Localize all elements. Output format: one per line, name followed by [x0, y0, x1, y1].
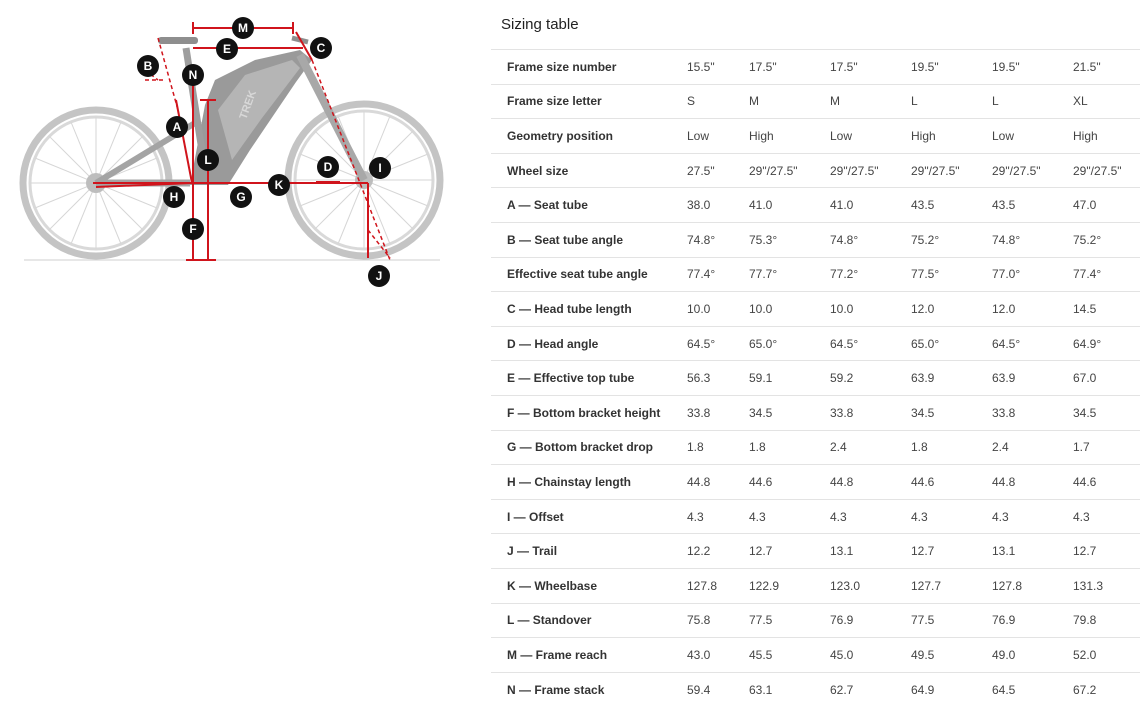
row-label: H — Chainstay length	[507, 474, 632, 489]
table-cell: 52.0	[1073, 647, 1097, 662]
table-row	[491, 465, 1140, 500]
table-cell: 75.2°	[1073, 232, 1102, 247]
table-cell: 59.2	[830, 371, 854, 386]
table-cell: 75.2°	[911, 232, 940, 247]
table-cell: 44.8	[992, 474, 1016, 489]
svg-text:I: I	[378, 161, 382, 175]
marker-n	[182, 64, 204, 86]
row-label: K — Wheelbase	[507, 578, 598, 593]
table-cell: 77.7°	[749, 267, 778, 282]
table-cell: L	[911, 94, 918, 109]
row-label: I — Offset	[507, 509, 564, 524]
row-label: G — Bottom bracket drop	[507, 440, 654, 455]
marker-c	[310, 37, 332, 59]
table-cell: 14.5	[1073, 301, 1097, 316]
table-cell: 77.5	[749, 613, 773, 628]
row-label: E — Effective top tube	[507, 371, 635, 386]
table-cell: 63.1	[749, 682, 773, 697]
row-label: D — Head angle	[507, 336, 599, 351]
table-cell: XL	[1073, 94, 1088, 109]
table-cell: 76.9	[992, 613, 1016, 628]
table-row	[491, 119, 1140, 154]
table-cell: 4.3	[992, 509, 1009, 524]
sizing-table-title: Sizing table	[501, 16, 579, 33]
marker-j	[368, 265, 390, 287]
table-cell: 44.6	[749, 474, 773, 489]
table-row	[491, 50, 1140, 85]
svg-text:F: F	[189, 222, 197, 236]
table-row	[491, 84, 1140, 119]
svg-text:N: N	[188, 68, 198, 82]
table-cell: 49.0	[992, 647, 1016, 662]
table-cell: 74.8°	[992, 232, 1021, 247]
table-cell: M	[749, 94, 759, 109]
table-row	[491, 188, 1140, 223]
table-row	[491, 430, 1140, 465]
table-cell: 10.0	[830, 301, 854, 316]
marker-b	[137, 55, 159, 77]
marker-g	[230, 186, 252, 208]
table-cell: 43.5	[911, 198, 935, 213]
row-label: Frame size number	[507, 59, 617, 74]
table-cell: 4.3	[911, 509, 928, 524]
table-cell: 4.3	[1073, 509, 1090, 524]
row-label: M — Frame reach	[507, 647, 608, 662]
table-cell: 17.5"	[749, 59, 777, 74]
table-cell: 64.5°	[992, 336, 1021, 351]
table-cell: 27.5"	[687, 163, 715, 178]
table-cell: 17.5"	[830, 59, 858, 74]
row-label: Geometry position	[507, 128, 614, 143]
table-row	[491, 499, 1140, 534]
table-cell: 12.0	[992, 301, 1016, 316]
table-cell: M	[830, 94, 840, 109]
table-row	[491, 603, 1140, 638]
svg-text:K: K	[274, 178, 284, 192]
marker-f	[182, 218, 204, 240]
table-cell: 29"/27.5"	[911, 163, 960, 178]
svg-text:B: B	[143, 59, 153, 73]
table-cell: 12.2	[687, 544, 711, 559]
table-cell: 77.4°	[687, 267, 716, 282]
table-cell: 122.9	[749, 578, 780, 593]
row-label: A — Seat tube	[507, 198, 588, 213]
bike-geometry-diagram	[0, 0, 460, 300]
table-cell: 59.4	[687, 682, 711, 697]
marker-k	[268, 174, 290, 196]
table-cell: 33.8	[992, 405, 1016, 420]
row-label: C — Head tube length	[507, 301, 632, 316]
table-cell: 43.5	[992, 198, 1016, 213]
table-cell: 56.3	[687, 371, 711, 386]
table-cell: 64.5	[992, 682, 1016, 697]
table-cell: L	[992, 94, 999, 109]
table-cell: 64.5°	[830, 336, 859, 351]
table-cell: 41.0	[830, 198, 854, 213]
table-cell: 10.0	[687, 301, 711, 316]
table-cell: 63.9	[911, 371, 935, 386]
table-cell: 38.0	[687, 198, 711, 213]
table-cell: 65.0°	[911, 336, 940, 351]
table-cell: 12.0	[911, 301, 935, 316]
marker-h	[163, 186, 185, 208]
table-cell: 75.3°	[749, 232, 778, 247]
table-cell: 12.7	[1073, 544, 1097, 559]
table-cell: 76.9	[830, 613, 854, 628]
table-cell: 75.8	[687, 613, 711, 628]
svg-text:A: A	[172, 120, 182, 134]
table-row	[491, 222, 1140, 257]
svg-text:E: E	[222, 42, 232, 56]
table-cell: High	[1073, 128, 1098, 143]
table-cell: 127.7	[911, 578, 942, 593]
table-cell: 1.8	[687, 440, 704, 455]
table-cell: 44.8	[687, 474, 711, 489]
table-cell: 19.5"	[911, 59, 939, 74]
table-cell: 19.5"	[992, 59, 1020, 74]
table-cell: 44.6	[1073, 474, 1097, 489]
table-cell: Low	[992, 128, 1015, 143]
table-cell: 64.9	[911, 682, 935, 697]
table-cell: 1.8	[911, 440, 928, 455]
row-label: Frame size letter	[507, 94, 602, 109]
table-cell: 4.3	[687, 509, 704, 524]
table-cell: 77.0°	[992, 267, 1021, 282]
row-label: J — Trail	[507, 544, 558, 559]
table-cell: 77.5°	[911, 267, 940, 282]
sizing-table	[491, 49, 1140, 707]
table-cell: 4.3	[830, 509, 847, 524]
table-cell: Low	[687, 128, 710, 143]
table-cell: 79.8	[1073, 613, 1097, 628]
svg-text:C: C	[316, 41, 326, 55]
table-cell: 43.0	[687, 647, 711, 662]
table-cell: 41.0	[749, 198, 773, 213]
table-cell: S	[687, 94, 696, 109]
table-cell: 29"/27.5"	[992, 163, 1041, 178]
table-cell: Low	[830, 128, 853, 143]
table-row	[491, 257, 1140, 292]
table-cell: 59.1	[749, 371, 773, 386]
table-cell: 33.8	[830, 405, 854, 420]
svg-text:M: M	[238, 21, 248, 35]
table-cell: 77.4°	[1073, 267, 1102, 282]
table-cell: 64.5°	[687, 336, 716, 351]
sizing-table-body	[491, 50, 1140, 707]
table-cell: 13.1	[830, 544, 854, 559]
table-cell: 2.4	[992, 440, 1009, 455]
table-cell: High	[749, 128, 774, 143]
table-row	[491, 361, 1140, 396]
table-cell: 13.1	[992, 544, 1016, 559]
marker-d	[317, 156, 339, 178]
table-cell: 10.0	[749, 301, 773, 316]
table-cell: 12.7	[911, 544, 935, 559]
table-cell: 15.5"	[687, 59, 715, 74]
table-cell: 33.8	[687, 405, 711, 420]
table-row	[491, 672, 1140, 707]
table-cell: 131.3	[1073, 578, 1104, 593]
marker-i	[369, 157, 391, 179]
table-cell: 44.8	[830, 474, 854, 489]
table-cell: 67.2	[1073, 682, 1097, 697]
table-cell: 45.0	[830, 647, 854, 662]
table-cell: 12.7	[749, 544, 773, 559]
table-cell: 65.0°	[749, 336, 778, 351]
table-cell: 67.0	[1073, 371, 1097, 386]
svg-text:L: L	[204, 153, 212, 167]
table-row	[491, 534, 1140, 569]
marker-m	[232, 17, 254, 39]
table-cell: 44.6	[911, 474, 935, 489]
row-label: N — Frame stack	[507, 682, 605, 697]
table-row	[491, 153, 1140, 188]
table-cell: 74.8°	[687, 232, 716, 247]
marker-e	[216, 38, 238, 60]
table-cell: 62.7	[830, 682, 854, 697]
table-cell: 45.5	[749, 647, 773, 662]
table-cell: 49.5	[911, 647, 935, 662]
table-cell: 127.8	[992, 578, 1023, 593]
table-cell: 2.4	[830, 440, 847, 455]
table-cell: 47.0	[1073, 198, 1097, 213]
table-cell: 77.5	[911, 613, 935, 628]
table-row	[491, 292, 1140, 327]
table-cell: 34.5	[1073, 405, 1097, 420]
table-cell: 1.7	[1073, 440, 1090, 455]
svg-text:D: D	[323, 160, 333, 174]
table-cell: 29"/27.5"	[749, 163, 798, 178]
table-row	[491, 395, 1140, 430]
table-cell: 64.9°	[1073, 336, 1102, 351]
table-cell: 63.9	[992, 371, 1016, 386]
table-cell: 29"/27.5"	[830, 163, 879, 178]
row-label: B — Seat tube angle	[507, 232, 624, 247]
svg-text:H: H	[169, 190, 179, 204]
table-cell: 34.5	[911, 405, 935, 420]
brand-logo: TREK	[237, 88, 260, 122]
table-cell: High	[911, 128, 936, 143]
row-label: L — Standover	[507, 613, 592, 628]
row-label: Effective seat tube angle	[507, 267, 648, 282]
table-cell: 1.8	[749, 440, 766, 455]
table-cell: 77.2°	[830, 267, 859, 282]
table-cell: 4.3	[749, 509, 766, 524]
table-cell: 29"/27.5"	[1073, 163, 1122, 178]
table-row	[491, 326, 1140, 361]
table-cell: 74.8°	[830, 232, 859, 247]
table-row	[491, 638, 1140, 673]
svg-text:J: J	[375, 269, 383, 283]
table-cell: 123.0	[830, 578, 861, 593]
row-label: F — Bottom bracket height	[507, 405, 661, 420]
marker-a	[166, 116, 188, 138]
row-label: Wheel size	[507, 163, 569, 178]
table-cell: 34.5	[749, 405, 773, 420]
table-row	[491, 568, 1140, 603]
table-cell: 21.5"	[1073, 59, 1101, 74]
table-cell: 127.8	[687, 578, 718, 593]
svg-text:G: G	[236, 190, 246, 204]
marker-l	[197, 149, 219, 171]
